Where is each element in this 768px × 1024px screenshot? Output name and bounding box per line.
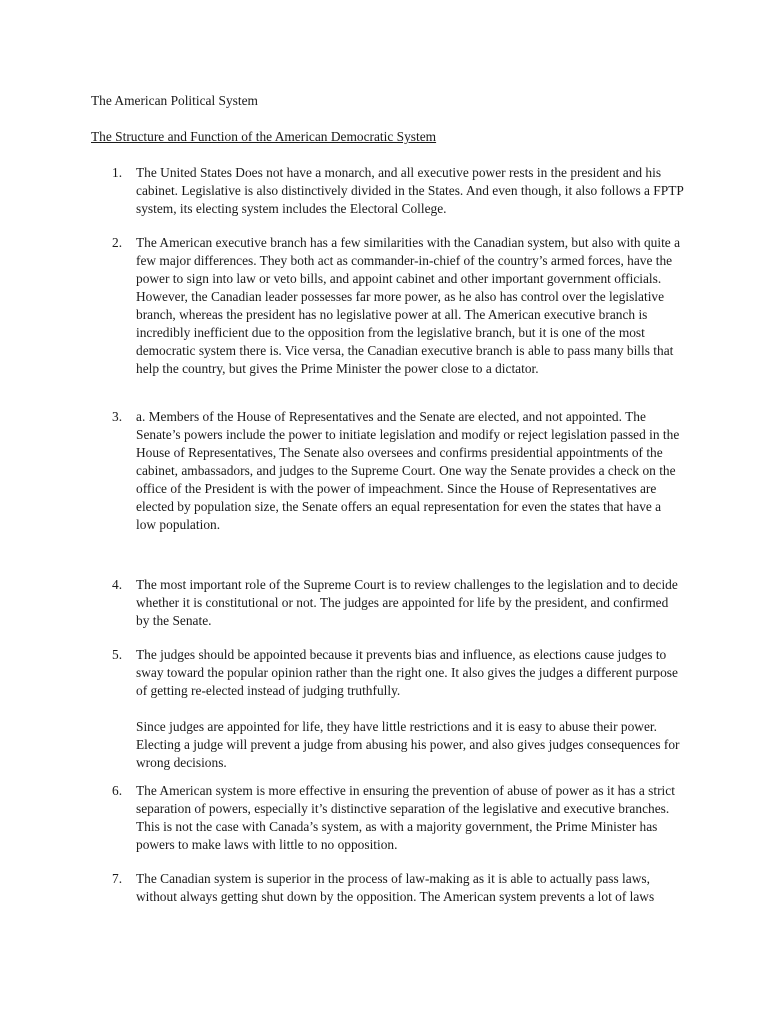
list-item-body (136, 646, 684, 772)
list-item-number: 6. (112, 783, 123, 798)
list-item-paragraph: a. Members of the House of Representatives and the Senate are elected, and not appointed. The Senate’s powers include the power to initiate legislation and modify or reject legislation passed in the House of Representatives, The Senate also oversees and confirms presidential appointments of the cabinet, ambassadors, and judges to the Supreme Court. One way the Senate provides a check on the office of the President is with the power of impeachment. Since the House of Representatives are elected by population size, the Senate offers an equal representation for even the states that have a low population. (136, 409, 680, 532)
list-item-body (136, 408, 684, 534)
list-item-number: 1. (112, 165, 123, 180)
list-item-number: 2. (112, 235, 123, 250)
document-title: The American Political System (91, 93, 258, 108)
list-item-paragraph: The most important role of the Supreme Court is to review challenges to the legislation and to decide whether it is constitutional or not. The judges are appointed for life by the president, and confirmed by the Senate. (136, 577, 678, 628)
list-item-number: 4. (112, 577, 123, 592)
list-item-body (136, 234, 684, 378)
list-item-paragraph: The American system is more effective in ensuring the prevention of abuse of power as it has a strict separation of powers, especially it’s distinctive separation of the legislative and executive branches. This is not the case with Canada’s system, as with a majority government, the Prime Minister has powers to make laws with little to no opposition. (136, 783, 675, 852)
list-item-number: 5. (112, 647, 123, 662)
list-item-body (136, 164, 684, 218)
list-item-paragraph: The judges should be appointed because it prevents bias and influence, as elections cause judges to sway toward the popular opinion rather than the right one. It also gives the judges a different purpose of getting re-elected instead of judging truthfully. (136, 647, 678, 698)
list-item-paragraph: The American executive branch has a few similarities with the Canadian system, but also with quite a few major differences. They both act as commander-in-chief of the country’s armed forces, have the power to sign into law or veto bills, and appoint cabinet and other important government officials. However, the Canadian leader possesses far more power, as he also has control over the legislative branch, whereas the president has no legislative power at all. The American executive branch is incredibly inefficient due to the opposition from the legislative branch, but it is one of the most democratic system there is. Vice versa, the Canadian executive branch is able to pass many bills that help the country, but gives the Prime Minister the power close to a dictator. (136, 235, 681, 376)
list-item-number: 3. (112, 409, 123, 424)
list-item-body (136, 782, 684, 854)
list-item-number: 7. (112, 871, 123, 886)
list-item-paragraph: The Canadian system is superior in the process of law-making as it is able to actually pass laws, without always getting shut down by the opposition. The American system prevents a lot of laws (136, 871, 655, 904)
list-item-paragraph: Since judges are appointed for life, they have little restrictions and it is easy to abuse their power. Electing a judge will prevent a judge from abusing his power, and also gives judges consequences for wrong decisions. (136, 719, 680, 770)
list-item-paragraph: The United States Does not have a monarch, and all executive power rests in the president and his cabinet. Legislative is also distinctively divided in the States. And even though, it also follows a FPTP system, its electing system includes the Electoral College. (136, 165, 684, 216)
list-item-body (136, 576, 684, 630)
list-item-body (136, 870, 684, 906)
section-heading: The Structure and Function of the American Democratic System (91, 129, 437, 144)
